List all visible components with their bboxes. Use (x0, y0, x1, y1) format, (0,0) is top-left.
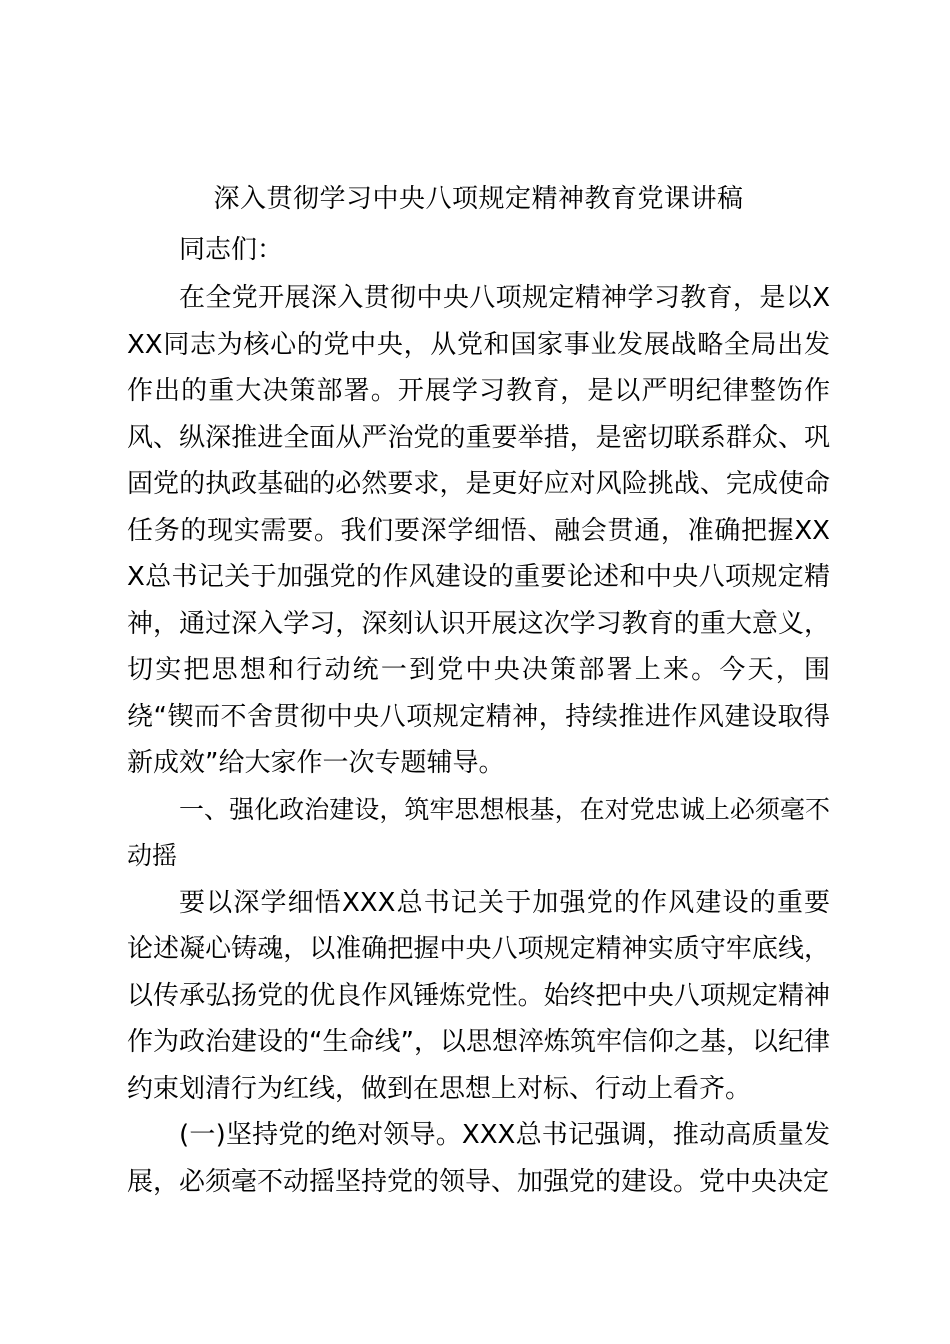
salutation: 同志们： (179, 235, 284, 265)
section-1-paragraph: 要以深学细悟XXX总书记关于加强党的作风建设的重要论述凝心铸魂，以准确把握中央八项规定精神实质守牢底线，以传承弘扬党的优良作风锤炼党性。始终把中央八项规定精神作为政治建设的“生命线”，以思想淬炼筑牢信仰之基，以纪律约束划清行为红线，做到在思想上对标、行动上看齐。 (127, 887, 830, 1104)
document-body (127, 177, 830, 1205)
document-title: 深入贯彻学习中央八项规定精神教育党课讲稿 (213, 184, 744, 214)
section-1-heading: 一、强化政治建设，筑牢思想根基，在对党忠诚上必须毫不动摇 (127, 794, 830, 870)
intro-paragraph: 在全党开展深入贯彻中央八项规定精神学习教育，是以XXX同志为核心的党中央，从党和国家事业发展战略全局出发作出的重大决策部署。开展学习教育，是以严明纪律整饬作风、纵深推进全面从严治党的重要举措，是密切联系群众、巩固党的执政基础的必然要求，是更好应对风险挑战、完成使命任务的现实需要。我们要深学细悟、融会贯通，准确把握XXX总书记关于加强党的作风建设的重要论述和中央八项规定精神，通过深入学习，深刻认识开展这次学习教育的重大意义，切实把思想和行动统一到党中央决策部署上来。今天，围绕“锲而不舍贯彻中央八项规定精神，持续推进作风建设取得新成效”给大家作一次专题辅导。 (127, 283, 830, 778)
subsection-1-paragraph: (一)坚持党的绝对领导。XXX总书记强调，推动高质量发展，必须毫不动摇坚持党的领导、加强党的建设。党中央决定 (127, 1120, 830, 1197)
